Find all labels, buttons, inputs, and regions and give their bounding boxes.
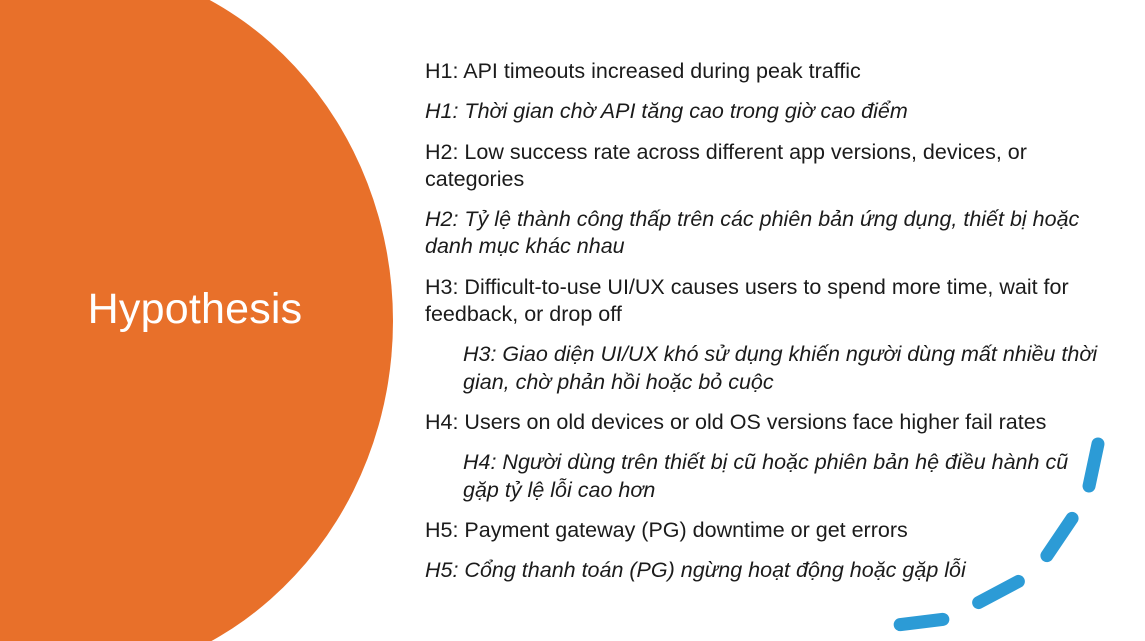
list-item: H3: Difficult-to-use UI/UX causes users to spend more time, wait for feedback, or drop off [425,274,1069,327]
list-item: H5: Payment gateway (PG) downtime or get errors [425,517,908,542]
list-item: H2: Low success rate across different app versions, devices, or categories [425,139,1027,191]
list-item: H5: Cổng thanh toán (PG) ngừng hoạt động hoặc gặp lỗi [425,558,966,583]
decorative-dash-icon [893,612,950,632]
list-item: H4: Users on old devices or old OS versions face higher fail rates [425,409,1047,434]
list-item: H3: Giao diện UI/UX khó sử dụng khiến người dùng mất nhiều thời gian, chờ phản hồi hoặc bỏ cuộc [463,342,1098,394]
list-item: H4: Người dùng trên thiết bị cũ hoặc phiên bản hệ điều hành cũ gặp tỷ lệ lỗi cao hơn [463,450,1069,502]
list-item: H1: Thời gian chờ API tăng cao trong giờ cao điểm [425,99,908,124]
list-item: H2: Tỷ lệ thành công thấp trên các phiên bản ứng dụng, thiết bị hoặc danh mục khác nhau [425,207,1080,259]
list-item: H1: API timeouts increased during peak traffic [425,59,861,83]
page-title: Hypothesis [87,285,303,333]
hypothesis-list [425,58,1105,597]
